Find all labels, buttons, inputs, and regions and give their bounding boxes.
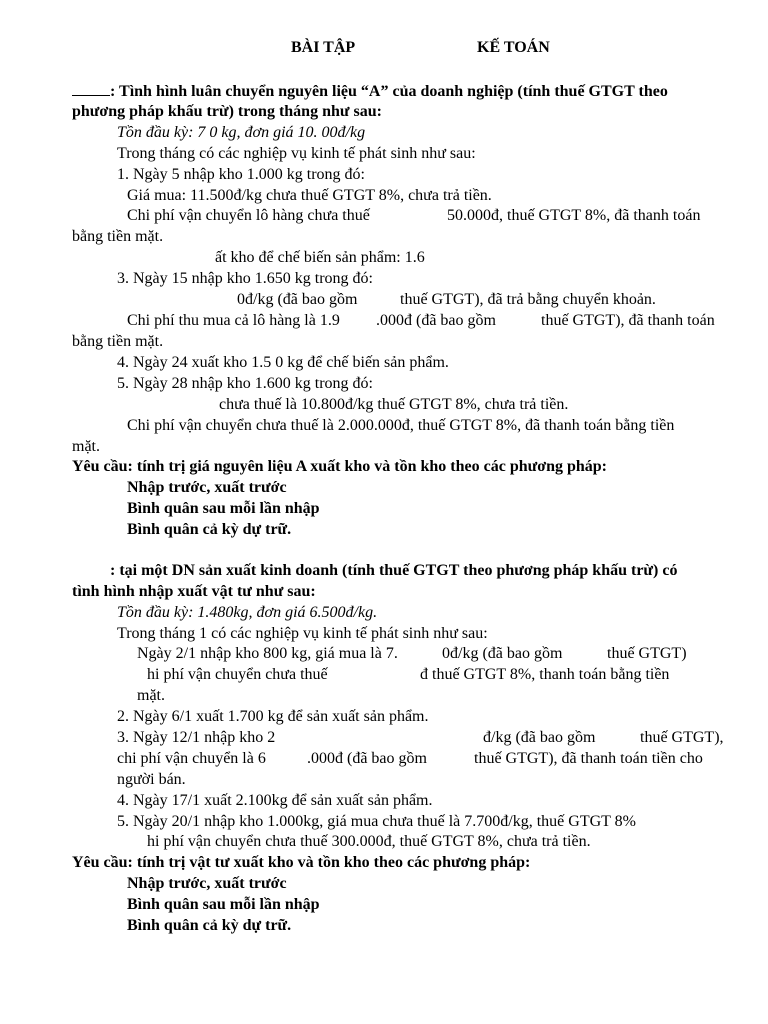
- exercise-2-op-3-transport-a: chi phí vận chuyển là 6: [117, 750, 266, 767]
- exercise-2-op-1-cash: mặt.: [137, 687, 165, 704]
- exercise-2-op-5: 5. Ngày 20/1 nhập kho 1.000kg, giá mua chưa thuế là 7.700đ/kg, thuế GTGT 8%: [117, 813, 636, 830]
- exercise-2-op-5-transport: hi phí vận chuyển chưa thuế 300.000đ, thuế GTGT 8%, chưa trả tiền.: [147, 833, 591, 850]
- exercise-2-method-moving-average: Bình quân sau mỗi lần nhập: [127, 896, 320, 913]
- exercise-2-op-1-a: Ngày 2/1 nhập kho 800 kg, giá mua là 7.: [137, 645, 398, 662]
- exercise-1-op-3-cost-c: thuế GTGT), đã thanh toán: [541, 312, 715, 329]
- exercise-number-blank: [72, 81, 110, 96]
- exercise-1-method-fifo: Nhập trước, xuất trước: [127, 479, 287, 496]
- exercise-1-op-1-transport-b: 50.000đ, thuế GTGT 8%, đã thanh toán: [447, 207, 701, 224]
- exercise-2-op-3-b: đ/kg (đã bao gồm: [483, 729, 596, 746]
- exercise-1-intro-text: : Tình hình luân chuyển nguyên liệu “A” của doanh nghiệp (tính thuế GTGT theo: [110, 83, 668, 100]
- exercise-1-op-2: ất kho để chế biến sản phẩm: 1.6: [215, 249, 425, 266]
- title-right: KẾ TOÁN: [477, 39, 550, 56]
- exercise-1-opening-balance: Tồn đầu kỳ: 7 0 kg, đơn giá 10. 00đ/kg: [117, 124, 366, 141]
- exercise-2-opening-balance: Tồn đầu kỳ: 1.480kg, đơn giá 6.500đ/kg.: [117, 604, 378, 621]
- exercise-2-op-1-c: thuế GTGT): [607, 645, 687, 662]
- exercise-1-op-1-transport-a: Chi phí vận chuyển lô hàng chưa thuế: [127, 207, 370, 224]
- exercise-1-requirement: Yêu cầu: tính trị giá nguyên liệu A xuất kho và tồn kho theo các phương pháp:: [72, 458, 608, 475]
- exercise-2-op-3-transport-b: .000đ (đã bao gồm: [307, 750, 427, 767]
- exercise-1-method-period-average: Bình quân cả kỳ dự trữ.: [127, 521, 292, 538]
- exercise-2-op-1-b: 0đ/kg (đã bao gồm: [442, 645, 563, 662]
- exercise-1-op-4: 4. Ngày 24 xuất kho 1.5 0 kg để chế biến sản phẩm.: [117, 354, 449, 371]
- exercise-1-op-3-price-a: 0đ/kg (đã bao gồm: [237, 291, 358, 308]
- exercise-2-op-3-a: 3. Ngày 12/1 nhập kho 2: [117, 729, 276, 746]
- exercise-2-op-3-c: thuế GTGT),: [640, 729, 724, 746]
- exercise-2-intro-line-2: tình hình nhập xuất vật tư như sau:: [72, 583, 316, 600]
- exercise-1-op-3-cash: bằng tiền mặt.: [72, 333, 164, 350]
- exercise-1-op-3-price-b: thuế GTGT), đã trả bằng chuyển khoản.: [400, 291, 656, 308]
- exercise-1-op-3-cost-a: Chi phí thu mua cả lô hàng là 1.9: [127, 312, 340, 329]
- exercise-2-method-fifo: Nhập trước, xuất trước: [127, 875, 287, 892]
- exercise-1-op-3: 3. Ngày 15 nhập kho 1.650 kg trong đó:: [117, 270, 373, 287]
- exercise-1-op-1-cash: bằng tiền mặt.: [72, 228, 164, 245]
- exercise-1-op-5-transport: Chi phí vận chuyển chưa thuế là 2.000.000đ, thuế GTGT 8%, đã thanh toán bằng tiền: [127, 417, 675, 434]
- exercise-1-intro-line-2: phương pháp khấu trừ) trong tháng như sau:: [72, 103, 382, 120]
- exercise-2-op-1-transport-a: hi phí vận chuyển chưa thuế: [147, 666, 328, 683]
- exercise-1-op-3-cost-b: .000đ (đã bao gồm: [376, 312, 496, 329]
- exercise-1-op-5-price: chưa thuế là 10.800đ/kg thuế GTGT 8%, chưa trả tiền.: [219, 396, 569, 413]
- exercise-1-intro-line-1: [72, 81, 668, 102]
- exercise-2-op-2: 2. Ngày 6/1 xuất 1.700 kg để sản xuất sản phẩm.: [117, 708, 429, 725]
- exercise-2-operations-intro: Trong tháng 1 có các nghiệp vụ kinh tế phát sinh như sau:: [117, 625, 488, 642]
- exercise-2-requirement: Yêu cầu: tính trị vật tư xuất kho và tồn kho theo các phương pháp:: [72, 854, 531, 871]
- exercise-1-operations-intro: Trong tháng có các nghiệp vụ kinh tế phát sinh như sau:: [117, 145, 476, 162]
- exercise-2-intro-line-1: : tại một DN sản xuất kinh doanh (tính thuế GTGT theo phương pháp khấu trừ) có: [110, 562, 678, 579]
- exercise-2-op-3-seller: người bán.: [117, 771, 186, 788]
- exercise-1-op-5: 5. Ngày 28 nhập kho 1.600 kg trong đó:: [117, 375, 373, 392]
- exercise-2-op-4: 4. Ngày 17/1 xuất 2.100kg để sản xuất sản phẩm.: [117, 792, 433, 809]
- exercise-1-op-1-price: Giá mua: 11.500đ/kg chưa thuế GTGT 8%, chưa trả tiền.: [127, 187, 492, 204]
- title-left: BÀI TẬP: [291, 39, 356, 56]
- exercise-1-op-1: 1. Ngày 5 nhập kho 1.000 kg trong đó:: [117, 166, 365, 183]
- exercise-1-op-5-cash: mặt.: [72, 438, 100, 455]
- exercise-2-method-period-average: Bình quân cả kỳ dự trữ.: [127, 917, 292, 934]
- exercise-1-method-moving-average: Bình quân sau mỗi lần nhập: [127, 500, 320, 517]
- exercise-2-op-3-transport-c: thuế GTGT), đã thanh toán tiền cho: [474, 750, 703, 767]
- exercise-2-op-1-transport-b: đ thuế GTGT 8%, thanh toán bằng tiền: [420, 666, 670, 683]
